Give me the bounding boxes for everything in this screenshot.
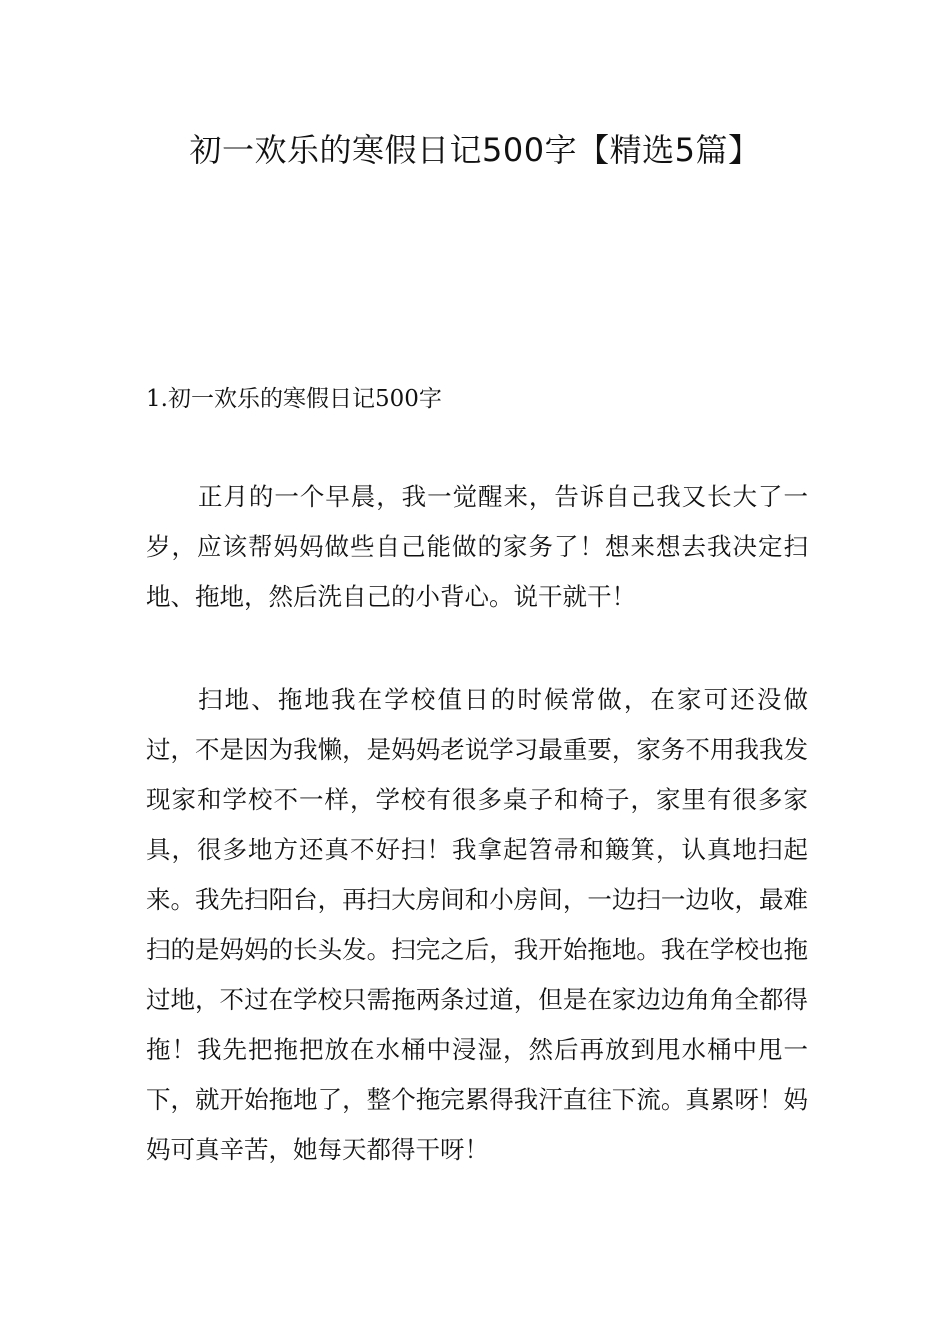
section-heading: 1.初一欢乐的寒假日记500字 [146,386,442,412]
paragraph: 正月的一个早晨，我一觉醒来，告诉自己我又长大了一岁，应该帮妈妈做些自己能做的家务了！想来想去我决定扫地、拖地，然后洗自己的小背心。说干就干！ [146,482,808,611]
document-title: 初一欢乐的寒假日记500字【精选5篇】 [189,131,761,169]
paragraph: 扫地、拖地我在学校值日的时候常做，在家可还没做过，不是因为我懒，是妈妈老说学习最重要，家务不用我我发现家和学校不一样，学校有很多桌子和椅子，家里有很多家具，很多地方还真不好扫！我拿起笤帚和簸箕，认真地扫起来。我先扫阳台，再扫大房间和小房间，一边扫一边收，最难扫的是妈妈的长头发。扫完之后，我开始拖地。我在学校也拖过地，不过在学校只需拖两条过道，但是在家边边角角全都得拖！我先把拖把放在水桶中浸湿，然后再放到甩水桶中甩一下，就开始拖地了，整个拖完累得我汗直往下流。真累呀！妈妈可真辛苦，她每天都得干呀！ [146,685,808,1164]
